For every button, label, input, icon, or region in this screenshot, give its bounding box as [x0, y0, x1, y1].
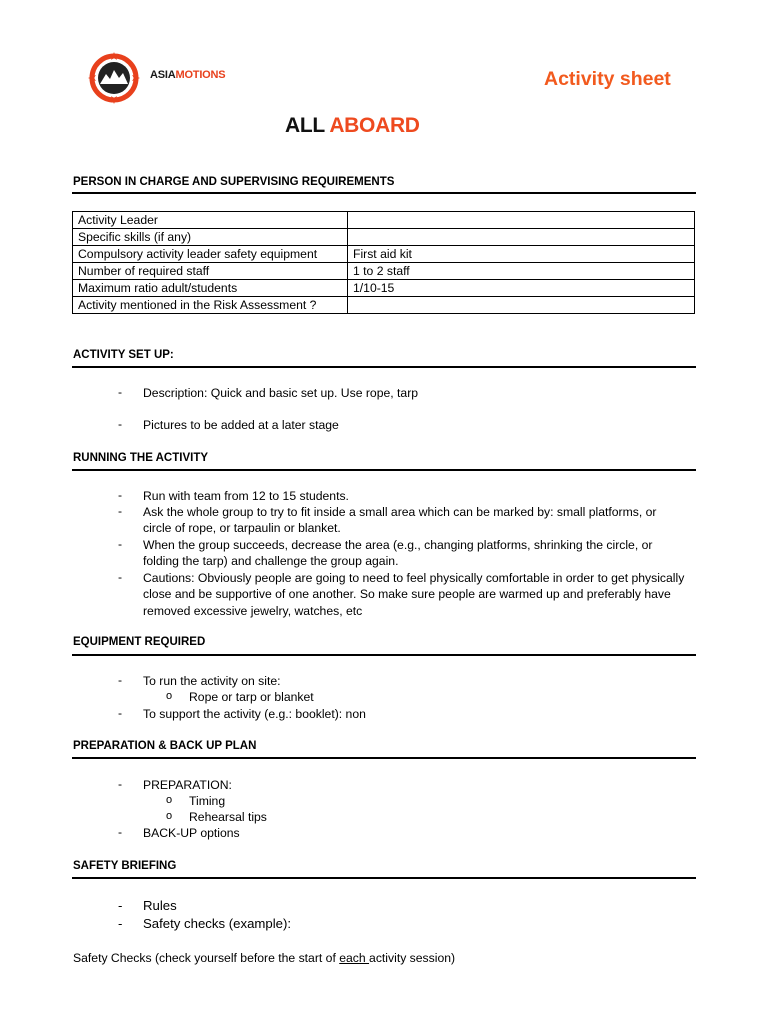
bullet-circle: o: [166, 794, 173, 806]
list-item: Rules: [143, 898, 177, 913]
page-title-part1: ALL: [285, 114, 325, 137]
bullet-dash: -: [118, 673, 123, 687]
table-row: [73, 229, 695, 246]
heading-safety-briefing: SAFETY BRIEFING: [73, 860, 177, 872]
table-cell-label: Activity mentioned in the Risk Assessment ?: [73, 297, 348, 314]
bullet-dash: -: [118, 537, 123, 551]
table-cell-label: Number of required staff: [73, 263, 348, 280]
bullet-dash: -: [118, 706, 123, 720]
table-cell-value: First aid kit: [348, 246, 695, 263]
sub-list-item: Rope or tarp or blanket: [189, 690, 314, 704]
sub-list-item: Timing: [189, 794, 226, 808]
list-item: Ask the whole group to try to fit inside a small area which can be marked by: small platforms, or circle of rope, or tarpaulin or blanket.: [143, 505, 657, 536]
bullet-circle: o: [166, 810, 173, 822]
heading-activity-set-up: ACTIVITY SET UP:: [73, 349, 174, 361]
list-item: Cautions: Obviously people are going to need to feel physically comfortable in order to get physically close and be supportive of one another. So make sure people are warmed up and preferably have removed excessive jewelry, watches, etc: [143, 571, 685, 618]
list-item: To run the activity on site:: [143, 674, 281, 688]
brand-name-part2: MOTIONS: [175, 69, 226, 81]
heading-preparation: PREPARATION & BACK UP PLAN: [73, 740, 257, 752]
bullet-dash: -: [118, 570, 123, 584]
list-item: PREPARATION:: [143, 778, 232, 792]
bullet-dash: -: [118, 417, 123, 431]
brand-name-part1: ASIA: [150, 69, 176, 81]
table-cell-label: Maximum ratio adult/students: [73, 280, 348, 297]
list-item: Description: Quick and basic set up. Use rope, tarp: [143, 386, 419, 400]
page-title-part2: ABOARD: [329, 114, 420, 137]
divider: [72, 192, 696, 194]
heading-person-in-charge: PERSON IN CHARGE AND SUPERVISING REQUIREMENTS: [73, 176, 395, 188]
bullet-dash: -: [118, 504, 123, 518]
bullet-dash: -: [118, 385, 123, 399]
table-row: [73, 212, 695, 229]
list-item: To support the activity (e.g.: booklet): non: [143, 707, 366, 721]
bullet-circle: o: [166, 690, 173, 702]
table-cell-label: Specific skills (if any): [73, 229, 348, 246]
safety-checks-note: [73, 950, 455, 966]
divider: [72, 654, 696, 656]
heading-equipment-required: EQUIPMENT REQUIRED: [73, 636, 206, 648]
note-emphasis: each: [339, 951, 370, 965]
bullet-dash: -: [118, 488, 123, 502]
table-cell-value: [348, 297, 695, 314]
page-title: [285, 114, 420, 138]
note-text: activity session): [369, 951, 456, 965]
list-item: Safety checks (example):: [143, 916, 292, 931]
asiamotions-logo: [86, 50, 142, 106]
sub-list-item: Rehearsal tips: [189, 810, 267, 824]
brand-name: [150, 69, 225, 81]
divider: [72, 366, 696, 368]
bullet-dash: -: [118, 777, 123, 791]
table-cell-value: [348, 229, 695, 246]
list-item: When the group succeeds, decrease the area (e.g., changing platforms, shrinking the circle, or folding the tarp) and challenge the group again.: [143, 538, 653, 569]
bullet-dash: -: [118, 825, 123, 839]
table-row: [73, 280, 695, 297]
list-item: Pictures to be added at a later stage: [143, 418, 339, 432]
table-cell-label: Compulsory activity leader safety equipment: [73, 246, 348, 263]
heading-running-the-activity: RUNNING THE ACTIVITY: [73, 452, 209, 464]
note-text: Safety Checks (check yourself before the start of: [73, 951, 340, 965]
table-row: [73, 263, 695, 280]
table-cell-value: 1/10-15: [348, 280, 695, 297]
sheet-title: Activity sheet: [544, 68, 671, 90]
table-cell-value: [348, 212, 695, 229]
list-item: Run with team from 12 to 15 students.: [143, 489, 349, 503]
divider: [72, 877, 696, 879]
requirements-table: [72, 211, 695, 314]
divider: [72, 469, 696, 471]
bullet-dash: -: [118, 898, 123, 913]
table-cell-value: 1 to 2 staff: [348, 263, 695, 280]
bullet-dash: -: [118, 916, 123, 931]
list-item: BACK-UP options: [143, 826, 240, 840]
table-cell-label: Activity Leader: [73, 212, 348, 229]
table-row: [73, 297, 695, 314]
table-row: [73, 246, 695, 263]
divider: [72, 757, 696, 759]
